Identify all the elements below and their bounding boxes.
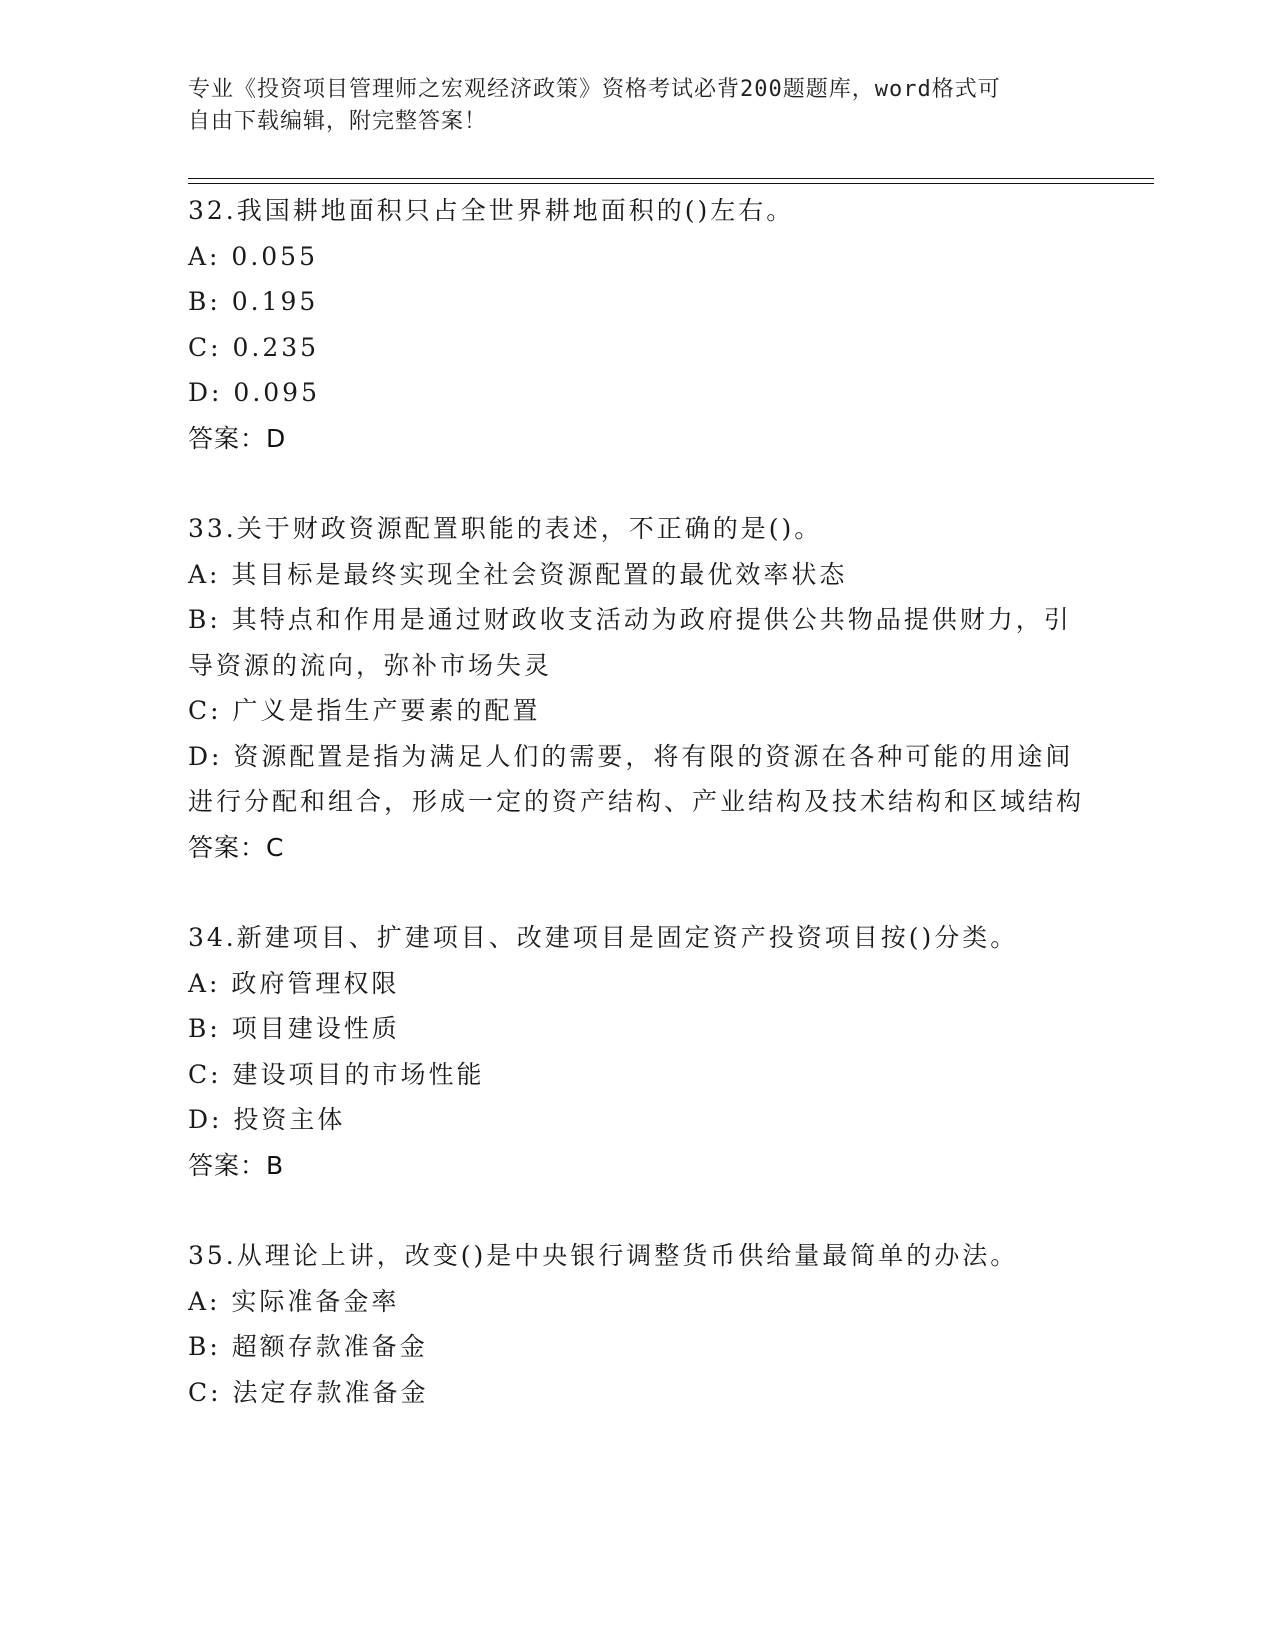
option-d: D: 资源配置是指为满足人们的需要，将有限的资源在各种可能的用途间进行分配和组合，形成一定的资产结构、产业结构及技术结构和区域结构 — [188, 741, 1085, 816]
question-stem: 35.从理论上讲，改变()是中央银行调整货币供给量最简单的办法。 — [188, 1241, 1019, 1270]
option-b: B: 项目建设性质 — [188, 1014, 400, 1043]
option-d: D: 投资主体 — [188, 1105, 346, 1134]
header-title-line-1: 专业《投资项目管理师之宏观经济政策》资格考试必背200题题库，word格式可 — [188, 77, 1001, 102]
option-c: C: 0.235 — [188, 332, 320, 362]
question-33 — [188, 506, 1088, 870]
answer-text: 答案：D — [188, 423, 287, 453]
header-divider-bottom — [188, 183, 1154, 184]
question-stem: 32.我国耕地面积只占全世界耕地面积的()左右。 — [188, 196, 795, 225]
answer-text: 答案：C — [188, 832, 285, 862]
question-34 — [188, 915, 1088, 1188]
question-stem: 34.新建项目、扩建项目、改建项目是固定资产投资项目按()分类。 — [188, 923, 1019, 952]
header-divider-top — [188, 178, 1154, 179]
option-c: C: 广义是指生产要素的配置 — [188, 696, 541, 725]
question-stem: 33.关于财政资源配置职能的表述，不正确的是()。 — [188, 514, 823, 543]
question-35 — [188, 1233, 1088, 1415]
option-a: A: 政府管理权限 — [188, 968, 400, 998]
option-b: B: 0.195 — [188, 287, 319, 316]
header-title-line-2: 自由下载编辑，附完整答案！ — [188, 109, 488, 134]
document-header — [188, 74, 1088, 138]
option-a: A: 实际准备金率 — [188, 1286, 400, 1316]
option-d: D: 0.095 — [188, 378, 320, 407]
option-c: C: 法定存款准备金 — [188, 1377, 429, 1407]
option-a: A: 其目标是最终实现全社会资源配置的最优效率状态 — [188, 559, 848, 589]
option-b: B: 超额存款准备金 — [188, 1332, 428, 1361]
option-b: B: 其特点和作用是通过财政收支活动为政府提供公共物品提供财力，引导资源的流向，弥补市场失灵 — [188, 605, 1072, 680]
question-32 — [188, 188, 1088, 461]
answer-text: 答案：B — [188, 1150, 285, 1180]
option-a: A: 0.055 — [188, 241, 318, 271]
option-c: C: 建设项目的市场性能 — [188, 1059, 485, 1089]
question-list — [188, 188, 1088, 1460]
